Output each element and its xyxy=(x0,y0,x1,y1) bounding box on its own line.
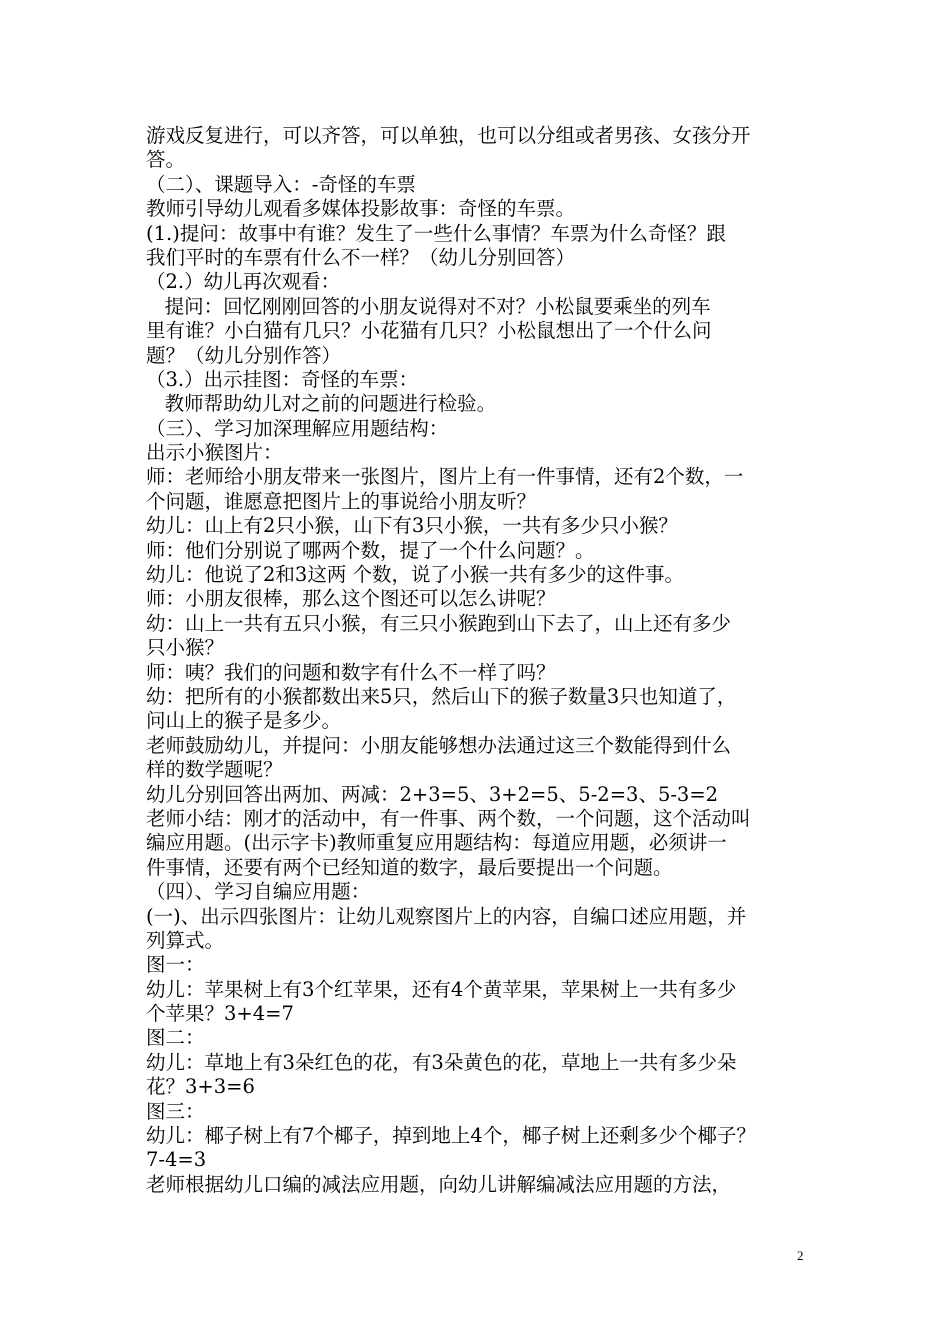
text-line: 幼儿：草地上有3朵红色的花，有3朵黄色的花，草地上一共有多少朵 xyxy=(146,1050,737,1074)
text-line: 我们平时的车票有什么不一样？（幼儿分别回答） xyxy=(146,245,576,269)
text-line: 师：他们分别说了哪两个数，提了一个什么问题？。 xyxy=(146,538,595,562)
text-line: 图二： xyxy=(146,1026,205,1050)
text-line: 答。 xyxy=(146,148,186,172)
text-line: 列算式。 xyxy=(146,928,225,952)
text-line: 图三： xyxy=(146,1099,205,1123)
text-line: 幼儿：苹果树上有3个红苹果，还有4个黄苹果，苹果树上一共有多少 xyxy=(146,977,737,1001)
text-line: 图一： xyxy=(146,953,205,977)
text-line: (一)、出示四张图片：让幼儿观察图片上的内容，自编口述应用题，并 xyxy=(146,904,747,928)
text-line: 师：老师给小朋友带来一张图片，图片上有一件事情，还有2个数，一 xyxy=(146,465,744,489)
text-line: 幼儿：椰子树上有7个椰子，掉到地上4个，椰子树上还剩多少个椰子？ xyxy=(146,1124,756,1148)
page-number: 2 xyxy=(797,1248,804,1263)
text-line: 幼儿分别回答出两加、两减：2+3=5、3+2=5、5-2=3、5-3=2 xyxy=(146,782,719,806)
text-line: 问山上的猴子是多少。 xyxy=(146,709,342,733)
text-line: 只小猴？ xyxy=(146,636,225,660)
text-line: 幼：山上一共有五只小猴，有三只小猴跑到山下去了，山上还有多少 xyxy=(146,611,732,635)
text-line: 老师根据幼儿口编的减法应用题，向幼儿讲解编减法应用题的方法， xyxy=(146,1172,732,1196)
text-line: 题？（幼儿分别作答） xyxy=(146,343,342,367)
text-line: 花？3+3=6 xyxy=(146,1075,255,1099)
text-line: 教师引导幼儿观看多媒体投影故事：奇怪的车票。 xyxy=(146,197,576,221)
text-line: （四）、学习自编应用题： xyxy=(146,880,371,904)
text-line: 教师帮助幼儿对之前的问题进行检验。 xyxy=(146,392,497,416)
text-line: 师：小朋友很棒，那么这个图还可以怎么讲呢？ xyxy=(146,587,556,611)
text-line: 个苹果？3+4=7 xyxy=(146,1002,294,1026)
document-body xyxy=(146,124,818,1197)
text-line: 出示小猴图片： xyxy=(146,441,283,465)
text-line: 件事情，还要有两个已经知道的数字，最后要提出一个问题。 xyxy=(146,855,673,879)
text-line: （三）、学习加深理解应用题结构： xyxy=(146,416,449,440)
text-line: 编应用题。(出示字卡)教师重复应用题结构：每道应用题，必须讲一 xyxy=(146,831,727,855)
text-line: 幼：把所有的小猴都数出来5只，然后山下的猴子数量3只也知道了， xyxy=(146,684,737,708)
text-line: 师：咦？我们的问题和数字有什么不一样了吗？ xyxy=(146,660,556,684)
text-line: 幼儿：山上有2只小猴，山下有3只小猴，一共有多少只小猴？ xyxy=(146,514,678,538)
text-line: 老师鼓励幼儿，并提问：小朋友能够想办法通过这三个数能得到什么 xyxy=(146,733,732,757)
text-line: （3.）出示挂图：奇怪的车票： xyxy=(146,367,419,391)
text-line: 个问题，谁愿意把图片上的事说给小朋友听？ xyxy=(146,489,537,513)
text-line: 提问：回忆刚刚回答的小朋友说得对不对？小松鼠要乘坐的列车 xyxy=(146,294,711,318)
text-line: 里有谁？小白猫有几只？小花猫有几只？小松鼠想出了一个什么问 xyxy=(146,319,712,343)
text-line: 游戏反复进行，可以齐答，可以单独，也可以分组或者男孩、女孩分开 xyxy=(146,124,751,147)
text-line: （2.）幼儿再次观看： xyxy=(146,270,341,294)
text-line: 老师小结：刚才的活动中，有一件事、两个数，一个问题，这个活动叫 xyxy=(146,806,751,830)
text-line: (1.)提问：故事中有谁？发生了一些什么事情？车票为什么奇怪？跟 xyxy=(146,221,726,245)
text-line: （二）、课题导入：-奇怪的车票 xyxy=(146,172,416,196)
text-line: 幼儿：他说了2和3这两 个数，说了小猴一共有多少的这件事。 xyxy=(146,563,685,587)
text-line: 7-4=3 xyxy=(146,1148,207,1172)
text-line: 样的数学题呢？ xyxy=(146,758,283,782)
